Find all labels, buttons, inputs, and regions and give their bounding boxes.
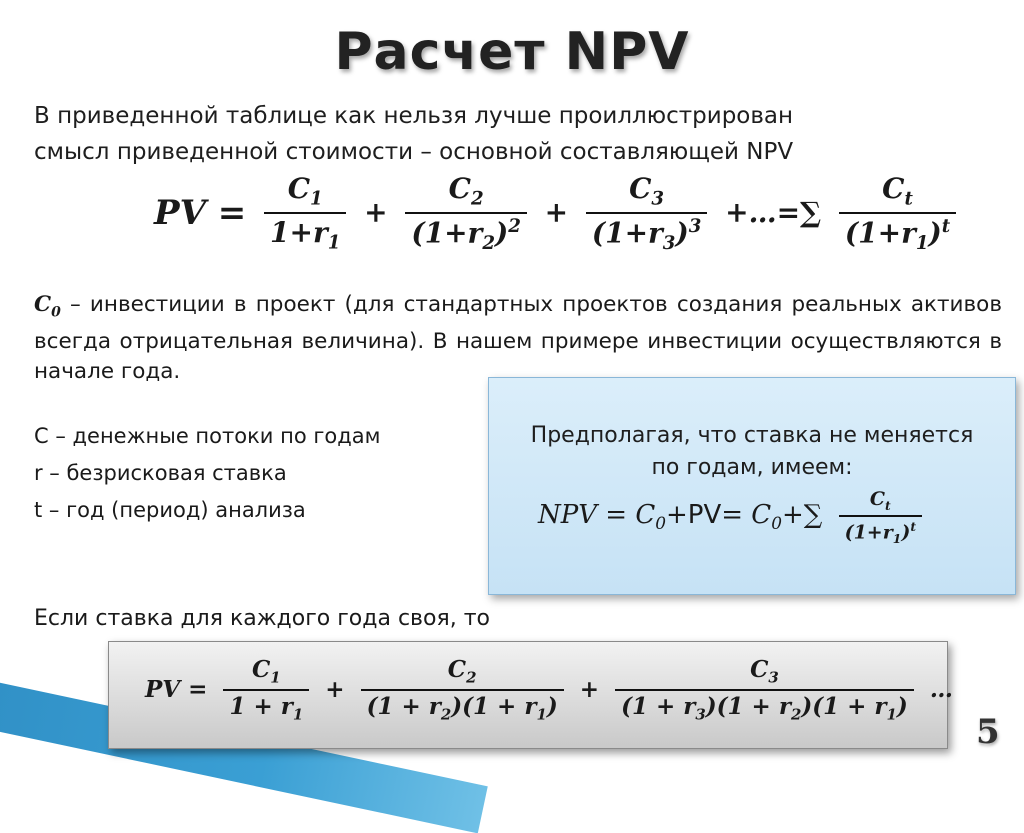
pv-sum-formula: PV = $\frac{C_1}{1+r_1}$ + $\frac{C_2}{(1+r_2)^2}$ + $\frac{C_3}{(1+r_3)^3}$ +…=∑ $\frac{C_t}{(1+r_1)^t}$ bbox=[150, 172, 960, 254]
variable-rate-note: Если ставка для каждого года своя, то bbox=[34, 606, 490, 631]
slide-title: Расчет NPV bbox=[334, 22, 690, 82]
page-number: 5 bbox=[976, 712, 1000, 752]
constant-rate-box bbox=[488, 377, 1016, 595]
variable-rate-formula-box bbox=[108, 641, 953, 749]
c0-symbol: $C_0$ bbox=[34, 292, 61, 321]
variable-rate-formula: PV = $\frac{C_1}{1 + r_1}$ + $\frac{C_2}{(1 + r_2)(1 + r_1)}$ + $\frac{C_3}{(1 + r_3)(1 + r_2)(1 + r_1)}$ … bbox=[145, 656, 953, 724]
legend-period: t – год (период) анализа bbox=[34, 498, 306, 522]
legend-risk-free-rate: r – безрисковая ставка bbox=[34, 461, 287, 485]
constant-rate-text: Предполагая, что ставка не меняется по годам, имеем: bbox=[530, 423, 974, 480]
c0-description: $C_0$ – инвестиции в проект (для стандартных проектов создания реальных активов всегда отрицательная величина). В нашем примере инвестиции осуществляются в начале года. bbox=[34, 292, 1002, 385]
intro-line-2: смысл приведенной стоимости – основной составляющей NPV bbox=[34, 139, 794, 165]
intro-line-1: В приведенной таблице как нельзя лучше проиллюстрирован bbox=[34, 103, 794, 129]
legend-cash-flows: C – денежные потоки по годам bbox=[34, 424, 381, 448]
intro-paragraph bbox=[34, 98, 994, 170]
npv-formula: NPV = $C_0+PV= C_0+\sum$ $\frac{C_t}{(1+r_1)^t}$ bbox=[534, 488, 926, 546]
